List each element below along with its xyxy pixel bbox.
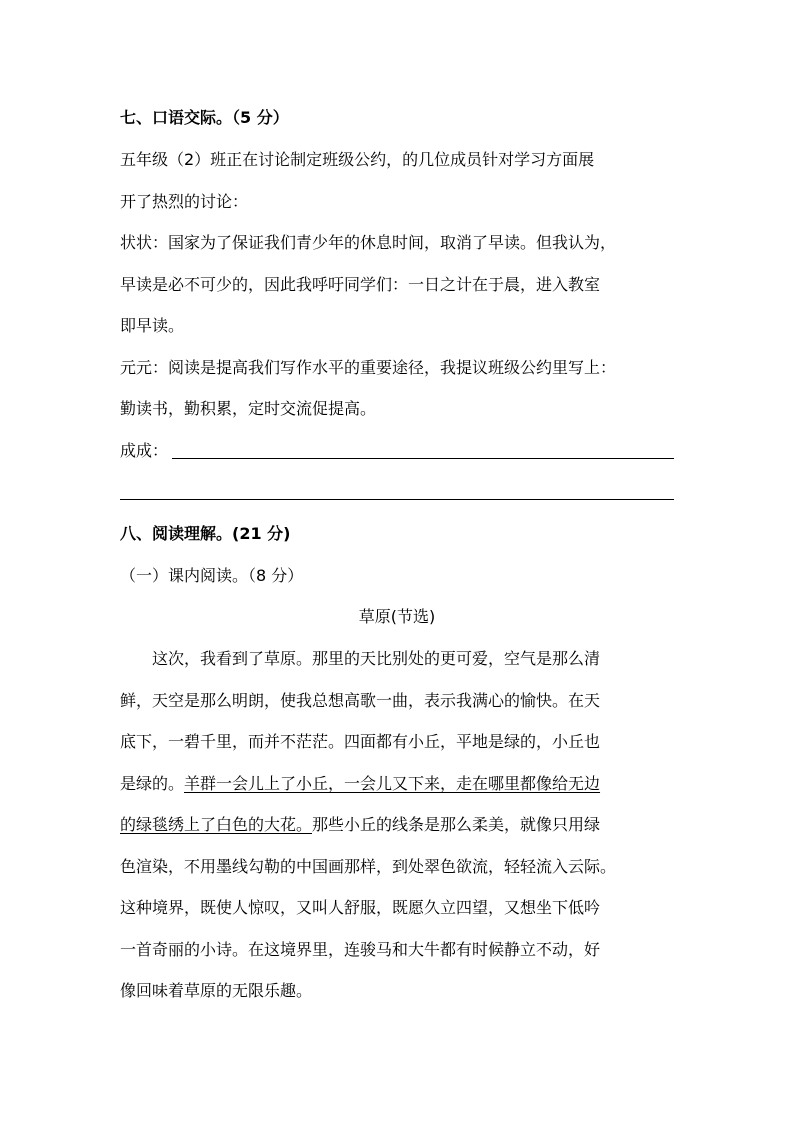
passage-line-2: 鲜，天空是那么明朗，使我总想高歌一曲，表示我满心的愉快。在天	[120, 691, 601, 710]
answer-row	[120, 436, 674, 466]
passage-line-5	[120, 810, 674, 840]
passage-line-4-plain: 是绿的。	[120, 774, 185, 793]
answer-blank-line-2[interactable]	[120, 499, 674, 500]
section-7-title: 七、口语交际。（5 分）	[120, 108, 289, 127]
section-7-line-6: 元元：阅读是提高我们写作水平的重要途径，我提议班级公约里写上：	[120, 358, 617, 377]
passage-line-4	[120, 769, 674, 799]
section-7-line-5: 即早读。	[120, 316, 185, 335]
answer-blank-line-1[interactable]	[172, 458, 674, 459]
answer-label: 成成：	[120, 441, 169, 460]
passage-line-3: 底下，一碧千里，而并不茫茫。四面都有小丘，平地是绿的，小丘也	[120, 732, 601, 751]
section-7-line-1: 五年级（2）班正在讨论制定班级公约，的几位成员针对学习方面展	[120, 150, 595, 169]
section-8-title: 八、阅读理解。(21 分)	[120, 524, 291, 543]
passage-line-6: 色渲染，不用墨线勾勒的中国画那样，到处翠色欲流，轻轻流入云际。	[120, 857, 617, 876]
passage-line-5-plain: 那些小丘的线条是那么柔美，就像只用绿	[312, 815, 601, 834]
section-7-line-2: 开了热烈的讨论：	[120, 192, 249, 211]
underlined-sentence-part-1: 羊群一会儿上了小丘，一会儿又下来，走在哪里都像给无边	[184, 774, 601, 793]
section-8-subtitle: （一）课内阅读。（8 分）	[120, 566, 304, 585]
underlined-sentence-part-2: 的绿毯绣上了白色的大花。	[120, 815, 313, 834]
document-page	[120, 0, 674, 1123]
passage-line-9: 像回味着草原的无限乐趣。	[120, 981, 313, 1000]
section-7-line-3: 状状：国家为了保证我们青少年的休息时间，取消了早读。但我认为，	[120, 233, 617, 252]
passage-title: 草原(节选)	[358, 607, 436, 626]
passage-line-1: 这次，我看到了草原。那里的天比别处的更可爱，空气是那么清	[152, 649, 601, 668]
section-7-line-7: 勤读书，勤积累，定时交流促提高。	[120, 399, 377, 418]
passage-line-7: 这种境界，既使人惊叹，又叫人舒服，既愿久立四望，又想坐下低吟	[120, 898, 601, 917]
section-7-line-4: 早读是必不可少的，因此我呼吁同学们：一日之计在于晨，进入教室	[120, 275, 601, 294]
passage-line-8: 一首奇丽的小诗。在这境界里，连骏马和大牛都有时候静立不动，好	[120, 940, 601, 959]
